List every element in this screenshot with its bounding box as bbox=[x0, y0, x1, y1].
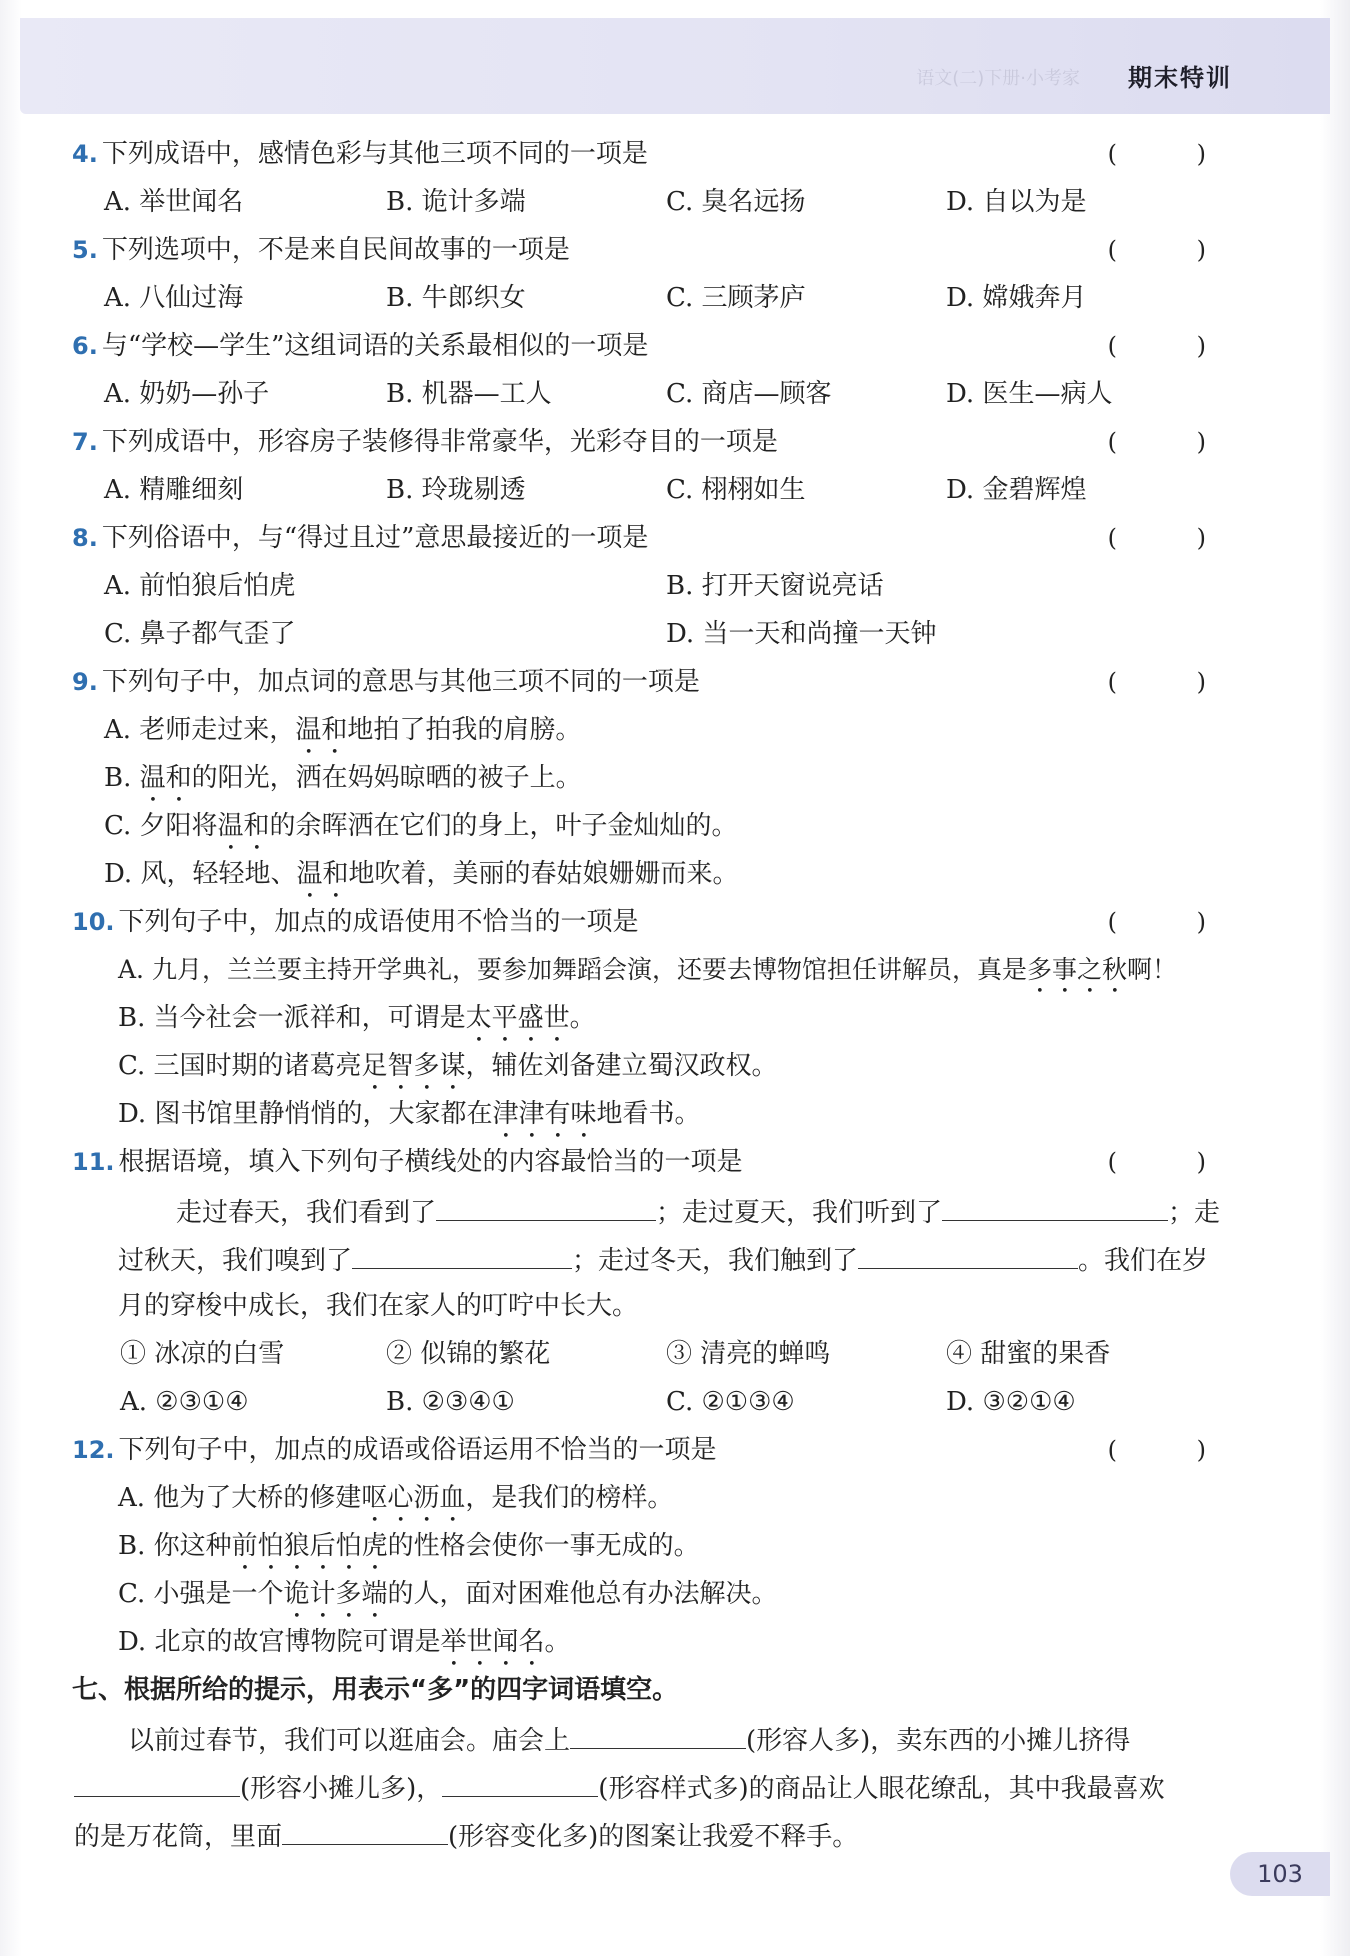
question-4 bbox=[72, 134, 1242, 174]
question-text: 下列成语中，形容房子装修得非常豪华，光彩夺目的一项是 bbox=[101, 427, 778, 457]
question-number: 4. bbox=[72, 140, 98, 168]
passage-text: ；走 bbox=[1168, 1198, 1221, 1228]
passage-text: ；走过夏天，我们听到了 bbox=[656, 1198, 943, 1228]
option-a[interactable]: A. ②③①④ bbox=[120, 1387, 249, 1417]
question-6 bbox=[72, 326, 1242, 366]
dotted-word: 多事之秋 bbox=[1026, 955, 1127, 984]
option-text: 的余晖洒在它们的身上，叶子金灿灿的。 bbox=[269, 811, 738, 841]
option-text: 地拍了拍我的肩膀。 bbox=[347, 715, 582, 745]
passage-line-2 bbox=[118, 1238, 1208, 1281]
option-text: 啊！ bbox=[1126, 955, 1177, 984]
question-number: 9. bbox=[72, 668, 98, 696]
question-number: 11. bbox=[72, 1148, 115, 1176]
option-text: C. 三国时期的诸葛亮 bbox=[118, 1051, 362, 1081]
answer-paren[interactable]: ( ) bbox=[1107, 908, 1242, 936]
option-b[interactable] bbox=[104, 758, 582, 808]
section-7-title: 七、根据所给的提示，用表示“多”的四字词语填空。 bbox=[72, 1675, 679, 1705]
option-b[interactable] bbox=[118, 998, 596, 1048]
option-a[interactable]: A. 精雕细刻 bbox=[104, 475, 244, 505]
option-text: 地看书。 bbox=[596, 1099, 701, 1129]
fill-text: (形容人多)，卖东西的小摊儿挤得 bbox=[746, 1726, 1131, 1756]
fill-text: (形容变化多)的图案让我爱不释手。 bbox=[448, 1822, 859, 1852]
question-text: 下列句子中，加点的成语使用不恰当的一项是 bbox=[118, 907, 639, 937]
item-4: ④ 甜蜜的果香 bbox=[946, 1339, 1111, 1369]
question-number: 5. bbox=[72, 236, 98, 264]
option-b[interactable]: B. 牛郎织女 bbox=[386, 283, 526, 313]
question-text: 下列成语中，感情色彩与其他三项不同的一项是 bbox=[101, 139, 648, 169]
fill-text: 的是万花筒，里面 bbox=[74, 1822, 283, 1852]
option-c[interactable]: C. 三顾茅庐 bbox=[666, 283, 806, 313]
fill-blank-2[interactable] bbox=[74, 1766, 240, 1797]
question-5 bbox=[72, 230, 1242, 270]
option-d[interactable]: D. ③②①④ bbox=[946, 1387, 1076, 1417]
answer-paren[interactable]: ( ) bbox=[1107, 332, 1242, 360]
option-c[interactable] bbox=[104, 806, 738, 856]
option-a[interactable] bbox=[104, 710, 581, 760]
option-b[interactable]: B. 打开天窗说亮话 bbox=[666, 571, 884, 601]
header-title: 期末特训 bbox=[1128, 64, 1232, 92]
question-number: 10. bbox=[72, 908, 115, 936]
dotted-word: 举世闻名 bbox=[440, 1627, 545, 1657]
dotted-word: 温和 bbox=[217, 811, 270, 841]
option-a[interactable]: A. 八仙过海 bbox=[104, 283, 244, 313]
option-d[interactable]: D. 嫦娥奔月 bbox=[946, 283, 1087, 313]
blank-2[interactable] bbox=[942, 1190, 1168, 1221]
option-d[interactable]: D. 当一天和尚撞一天钟 bbox=[666, 619, 937, 649]
option-c[interactable]: C. 栩栩如生 bbox=[666, 475, 806, 505]
option-text: A. 九月，兰兰要主持开学典礼，要参加舞蹈会演，还要去博物馆担任讲解员，真是 bbox=[118, 955, 1027, 984]
option-a[interactable] bbox=[118, 1478, 673, 1528]
answer-paren[interactable]: ( ) bbox=[1107, 1148, 1242, 1176]
option-text: A. 他为了大桥的修建 bbox=[118, 1483, 362, 1513]
blank-4[interactable] bbox=[858, 1238, 1078, 1269]
option-text: D. 北京的故宫博物院可谓是 bbox=[118, 1627, 441, 1657]
option-text: 。 bbox=[544, 1627, 571, 1657]
question-text: 下列选项中，不是来自民间故事的一项是 bbox=[101, 235, 570, 265]
option-text: B. 当今社会一派祥和，可谓是 bbox=[118, 1003, 466, 1033]
option-text: 的性格会使你一事无成的。 bbox=[387, 1531, 700, 1561]
question-text: 下列俗语中，与“得过且过”意思最接近的一项是 bbox=[101, 523, 649, 553]
question-number: 7. bbox=[72, 428, 98, 456]
question-number: 12. bbox=[72, 1436, 115, 1464]
option-d[interactable]: D. 医生—病人 bbox=[946, 379, 1113, 409]
option-a[interactable]: A. 奶奶—孙子 bbox=[104, 379, 270, 409]
option-text: A. 老师走过来， bbox=[104, 715, 296, 745]
section-7-line-2 bbox=[74, 1766, 1165, 1809]
question-8 bbox=[72, 518, 1242, 558]
option-text: B. bbox=[104, 763, 140, 793]
item-1: ① 冰凉的白雪 bbox=[120, 1339, 285, 1369]
blank-3[interactable] bbox=[352, 1238, 572, 1269]
option-d[interactable]: D. 金碧辉煌 bbox=[946, 475, 1087, 505]
passage-text: 过秋天，我们嗅到了 bbox=[118, 1246, 353, 1276]
passage-text: ；走过冬天，我们触到了 bbox=[572, 1246, 859, 1276]
option-c[interactable] bbox=[118, 1574, 778, 1624]
fill-text: (形容样式多)的商品让人眼花缭乱，其中我最喜欢 bbox=[598, 1774, 1165, 1804]
dotted-word: 温和 bbox=[139, 763, 192, 793]
question-10 bbox=[72, 902, 1242, 942]
option-c[interactable]: C. 臭名远扬 bbox=[666, 187, 806, 217]
question-7 bbox=[72, 422, 1242, 462]
answer-paren[interactable]: ( ) bbox=[1107, 428, 1242, 456]
option-b[interactable]: B. ②③④① bbox=[386, 1387, 515, 1417]
question-number: 6. bbox=[72, 332, 98, 360]
dotted-word: 津津有味 bbox=[492, 1099, 597, 1129]
dotted-word: 温和 bbox=[296, 859, 349, 889]
option-text: 的阳光，洒在妈妈晾晒的被子上。 bbox=[191, 763, 582, 793]
item-3: ③ 清亮的蝉鸣 bbox=[666, 1339, 831, 1369]
option-text: D. 图书馆里静悄悄的，大家都在 bbox=[118, 1099, 493, 1129]
option-text: 的人，面对困难他总有办法解决。 bbox=[387, 1579, 778, 1609]
passage-line-1 bbox=[176, 1190, 1220, 1233]
option-d[interactable] bbox=[104, 854, 738, 904]
fill-blank-4[interactable] bbox=[282, 1814, 448, 1845]
dotted-word: 前怕狼后怕虎 bbox=[231, 1531, 388, 1561]
fill-text: 以前过春节，我们可以逛庙会。庙会上 bbox=[128, 1726, 571, 1756]
option-text: ，辅佐刘备建立蜀汉政权。 bbox=[465, 1051, 778, 1081]
option-text: D. 风，轻轻地、 bbox=[104, 859, 297, 889]
passage-text: 。我们在岁 bbox=[1078, 1246, 1209, 1276]
option-a[interactable]: A. 举世闻名 bbox=[104, 187, 244, 217]
option-text: 地吹着，美丽的春姑娘姗姗而来。 bbox=[348, 859, 739, 889]
question-text: 下列句子中，加点词的意思与其他三项不同的一项是 bbox=[101, 667, 700, 697]
question-9 bbox=[72, 662, 1242, 702]
section-7-line-3 bbox=[74, 1814, 858, 1857]
section-7-line-1 bbox=[128, 1718, 1130, 1761]
option-text: 。 bbox=[569, 1003, 596, 1033]
passage-text: 走过春天，我们看到了 bbox=[176, 1198, 437, 1228]
option-text: C. 小强是一个 bbox=[118, 1579, 284, 1609]
answer-paren[interactable]: ( ) bbox=[1107, 236, 1242, 264]
option-c[interactable]: C. ②①③④ bbox=[666, 1387, 795, 1417]
option-a[interactable]: A. 前怕狼后怕虎 bbox=[104, 571, 296, 601]
answer-paren[interactable]: ( ) bbox=[1107, 140, 1242, 168]
fill-text: (形容小摊儿多)， bbox=[240, 1774, 443, 1804]
question-text: 下列句子中，加点的成语或俗语运用不恰当的一项是 bbox=[118, 1435, 717, 1465]
dotted-word: 呕心沥血 bbox=[361, 1483, 466, 1513]
option-text: ，是我们的榜样。 bbox=[465, 1483, 674, 1513]
option-b[interactable] bbox=[118, 1526, 700, 1576]
header-faint-text: 语文(二)下册·小考家 bbox=[916, 68, 1080, 89]
option-text: B. 你这种 bbox=[118, 1531, 232, 1561]
option-a[interactable] bbox=[118, 950, 1177, 999]
option-b[interactable]: B. 玲珑剔透 bbox=[386, 475, 526, 505]
dotted-word: 诡计多端 bbox=[283, 1579, 388, 1609]
option-text: C. 夕阳将 bbox=[104, 811, 218, 841]
passage-line-3: 月的穿梭中成长，我们在家人的叮咛中长大。 bbox=[118, 1291, 639, 1321]
blank-1[interactable] bbox=[436, 1190, 656, 1221]
question-number: 8. bbox=[72, 524, 98, 552]
answer-paren[interactable]: ( ) bbox=[1107, 524, 1242, 552]
option-d[interactable] bbox=[118, 1622, 570, 1672]
fill-blank-1[interactable] bbox=[570, 1718, 746, 1749]
answer-paren[interactable]: ( ) bbox=[1107, 1436, 1242, 1464]
page-number: 103 bbox=[1230, 1852, 1330, 1896]
dotted-word: 温和 bbox=[295, 715, 348, 745]
option-c[interactable]: C. 商店—顾客 bbox=[666, 379, 832, 409]
question-text: 根据语境，填入下列句子横线处的内容最恰当的一项是 bbox=[118, 1147, 743, 1177]
question-11 bbox=[72, 1142, 1242, 1182]
fill-blank-3[interactable] bbox=[442, 1766, 598, 1797]
answer-paren[interactable]: ( ) bbox=[1107, 668, 1242, 696]
dotted-word: 太平盛世 bbox=[465, 1003, 570, 1033]
option-d[interactable] bbox=[118, 1094, 700, 1144]
dotted-word: 足智多谋 bbox=[361, 1051, 466, 1081]
option-d[interactable]: D. 自以为是 bbox=[946, 187, 1087, 217]
option-b[interactable]: B. 诡计多端 bbox=[386, 187, 526, 217]
option-c[interactable] bbox=[118, 1046, 778, 1096]
item-2: ② 似锦的繁花 bbox=[386, 1339, 551, 1369]
option-c[interactable]: C. 鼻子都气歪了 bbox=[104, 619, 296, 649]
question-12 bbox=[72, 1430, 1242, 1470]
question-text: 与“学校—学生”这组词语的关系最相似的一项是 bbox=[101, 331, 649, 361]
option-b[interactable]: B. 机器—工人 bbox=[386, 379, 552, 409]
